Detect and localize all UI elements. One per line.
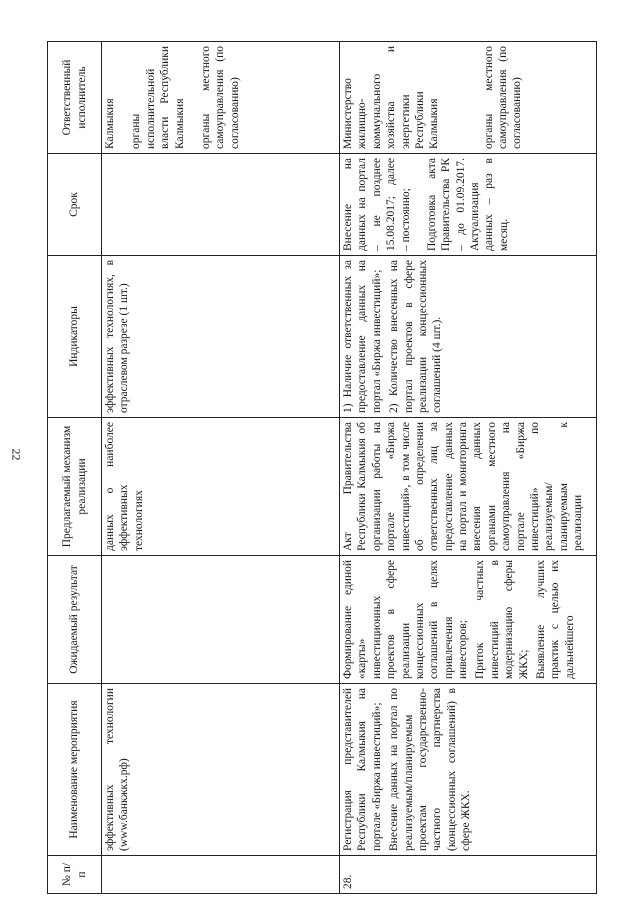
- header-name: Наименование мероприятия: [48, 684, 102, 856]
- cell-num: 28.: [340, 856, 597, 894]
- cell-result: [340, 556, 597, 684]
- header-result: Ожидаемый результат: [48, 556, 102, 684]
- result-paragraph: Приток частных инвестиций в модернизацию сферы ЖКХ;: [474, 560, 530, 679]
- responsible-line: Калмыкия: [104, 98, 116, 149]
- term-paragraph: Внесение на данных на портал – не позднее 15.08.2017; далее – постоянно;: [342, 158, 412, 251]
- cell-indicators: эффективных технологиях, в отраслевом разрезе (1 шт.): [102, 256, 340, 418]
- table-row: [102, 42, 340, 894]
- header-num: № п/п: [48, 856, 102, 894]
- cell-mechanism: данных о наиболее эффективных технологиях: [102, 418, 340, 556]
- cell-result: [102, 556, 340, 684]
- header-responsible: Ответственный исполнитель: [48, 42, 102, 154]
- term-paragraph: Подготовка акта Правительства РК – до 01.09.2017. Актуализация данных – раз в месяц.: [425, 158, 510, 251]
- cell-name: [340, 684, 597, 856]
- mechanism-paragraph: Акт Правительства Республики Калмыкия об организации работы на портале «Биржа инвестиций», в том числе об определении ответственных лиц за предоставление данных на портал и мониторинга внесения данных органами местного самоуправления на портале «Биржа инвестиций» по реализуемым/ планируемым к реализации: [342, 422, 584, 551]
- header-mechanism: Предлагаемый механизм реализации: [48, 418, 102, 556]
- rotated-table-container: [47, 42, 597, 894]
- indicator-paragraph: 1) Наличие ответственных за предоставление данных на портал «Биржа инвестиций»;: [342, 260, 383, 413]
- page-number: 22: [9, 448, 24, 461]
- responsible-line: органы местного самоуправления (по согласованию): [199, 46, 241, 149]
- table-row: [340, 42, 597, 894]
- result-paragraph: Формирование единой «карты» инвестиционных проектов в сфере реализации концессионных соглашений в целях привлечения инвесторов;: [342, 560, 469, 679]
- header-term: Срок: [48, 154, 102, 256]
- cell-term: [102, 154, 340, 256]
- responsible-line: Министерство жилищно-коммунального хозяйства и энергетики Республики Калмыкия: [342, 46, 441, 149]
- responsible-line: органы местного самоуправления (по согласованию): [482, 46, 524, 149]
- name-paragraph: Регистрация представителей Республики Калмыкия на портале «Биржа инвестиций»;: [342, 688, 383, 851]
- cell-num: [102, 856, 340, 894]
- result-paragraph: Выявление лучших практик с целью их дальнейшего: [534, 560, 576, 679]
- activities-table: [47, 41, 597, 894]
- header-indicators: Индикаторы: [48, 256, 102, 418]
- cell-responsible: [102, 42, 340, 154]
- cell-responsible: [340, 42, 597, 154]
- indicator-paragraph: 2) Количество внесенных на портал проектов в сфере реализации концессионных соглашений (4 шт.).: [388, 260, 444, 413]
- responsible-line: органы исполнительной власти Республики Калмыкия: [130, 46, 186, 149]
- name-paragraph: Внесение данных на портал по реализуемым/планируемым проектам государственно-частного партнерства (концессионных соглашений) в сфере ЖКХ.: [388, 688, 472, 851]
- header-row: [48, 42, 102, 894]
- cell-mechanism: [340, 418, 597, 556]
- cell-name: эффективных технологии (www.банкжкх.рф): [102, 684, 340, 856]
- cell-indicators: [340, 256, 597, 418]
- cell-term: [340, 154, 597, 256]
